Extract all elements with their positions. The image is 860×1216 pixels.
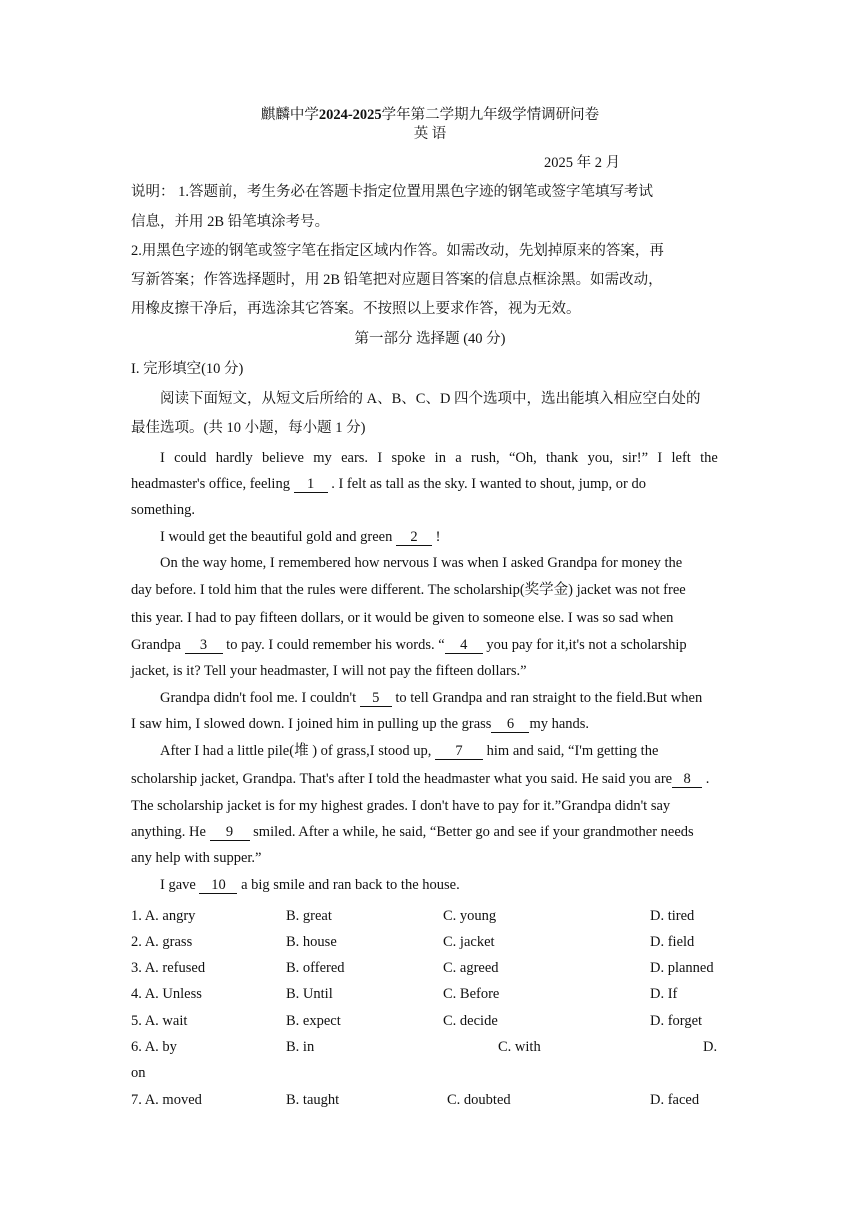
passage-p1-line1 [160,449,718,467]
q6-option-d[interactable]: D. [703,1039,718,1055]
passage-word: thank [546,450,579,466]
blank-4: 4 [445,637,483,654]
passage-word: I [160,450,165,466]
passage-p1-line3: something. [131,502,196,518]
q6-option-c[interactable]: C. with [498,1039,541,1055]
school-years: 2024-2025 [318,107,382,123]
q7-option-a[interactable]: 7. A. moved [131,1092,202,1108]
blank-8: 8 [672,771,702,788]
passage-word: I [657,450,663,466]
q1-option-a[interactable]: 1. A. angry [131,908,196,924]
q2-option-a[interactable]: 2. A. grass [131,934,193,950]
passage-p3-line5: jacket, is it? Tell your headmaster, I will not pay the fifteen dollars.” [131,663,527,679]
instructions-line4: 写新答案；作答选择题时，用 2B 铅笔把对应题目答案的信息点框涂黑。如需改动， [131,272,663,288]
q3-option-b[interactable]: B. offered [286,960,345,976]
passage-p5-line2: scholarship jacket, Grandpa. That's after I told the headmaster what you said. He said you are 8 . [131,771,710,787]
passage-p3-line3: this year. I had to pay fifteen dollars, or it would be given to someone else. I was so sad when [131,610,674,626]
instructions-line5: 用橡皮擦干净后，再选涂其它答案。不按照以上要求作答，视为无效。 [131,301,581,317]
q7-option-d[interactable]: D. faced [650,1092,700,1108]
q5-option-d[interactable]: D. forget [650,1013,703,1029]
instructions-line2: 信息，并用 2B 铅笔填涂考号。 [131,214,330,230]
q4-option-b[interactable]: B. Until [286,986,333,1002]
title-rest: 学年第二学期九年级学情调研问卷 [381,107,600,123]
q2-option-c[interactable]: C. jacket [443,934,495,950]
passage-word: in [434,450,446,466]
blank-5: 5 [360,690,392,707]
q2-option-d[interactable]: D. field [650,934,695,950]
blank-1: 1 [294,476,328,493]
q5-option-b[interactable]: B. expect [286,1013,341,1029]
q4-option-d[interactable]: D. If [650,986,678,1002]
instructions-line1: 说明： 1.答题前，考生务必在答题卡指定位置用黑色字迹的钢笔或签字笔填写考试 [131,184,653,200]
blank-7: 7 [435,743,483,760]
q1-option-d[interactable]: D. tired [650,908,695,924]
passage-word: rush, [471,450,500,466]
passage-p3-line4: Grandpa 3 to pay. I could remember his words. “ 4 you pay for it,it's not a scholarship [131,637,687,653]
section1-directions-1: 阅读下面短文，从短文后所给的 A、B、C、D 四个选项中，选出能填入相应空白处的 [160,391,701,407]
q7-option-c[interactable]: C. doubted [447,1092,511,1108]
passage-p4-line1: Grandpa didn't fool me. I couldn't 5 to tell Grandpa and ran straight to the field.But when [160,690,703,706]
part1-title: 第一部分 选择题 (40 分) [354,331,506,347]
passage-word: could [174,450,207,466]
q5-option-c[interactable]: C. decide [443,1013,498,1029]
passage-word: sir!” [622,450,649,466]
passage-p5-line1: After I had a little pile(堆 ) of grass,I stood up, 7 him and said, “I'm getting the [160,743,659,759]
blank-6: 6 [491,716,529,733]
q7-option-b[interactable]: B. taught [286,1092,340,1108]
passage-p5-line3: The scholarship jacket is for my highest grades. I don't have to pay for it.”Grandpa didn't say [131,798,671,814]
passage-p3-line1: On the way home, I remembered how nervous I was when I asked Grandpa for money the [160,555,683,571]
subject-title: 英 语 [413,126,447,142]
passage-p2: I would get the beautiful gold and green 2 ! [160,529,441,545]
section1-title: I. 完形填空(10 分) [131,361,244,377]
q6-option-a[interactable]: 6. A. by [131,1039,177,1055]
blank-9: 9 [210,824,250,841]
passage-word: I [377,450,383,466]
passage-word: you, [587,450,613,466]
passage-word: ears. [341,450,369,466]
passage-word: my [313,450,332,466]
q3-option-c[interactable]: C. agreed [443,960,499,976]
passage-word: spoke [391,450,426,466]
school-name: 麒麟中学 [260,107,319,123]
q3-option-a[interactable]: 3. A. refused [131,960,206,976]
section1-directions-2: 最佳选项。(共 10 小题，每小题 1 分) [131,420,366,436]
passage-word: the [700,450,718,466]
q5-option-a[interactable]: 5. A. wait [131,1013,188,1029]
exam-date: 2025 年 2 月 [544,155,621,171]
passage-word: believe [262,450,304,466]
q4-option-c[interactable]: C. Before [443,986,500,1002]
q2-option-b[interactable]: B. house [286,934,337,950]
passage-p5-line4: anything. He 9 smiled. After a while, he said, “Better go and see if your grandmother needs [131,824,694,840]
passage-word: hardly [215,450,253,466]
exam-title [0,106,860,124]
passage-word: left [671,450,691,466]
passage-p3-line2: day before. I told him that the rules were different. The scholarship(奖学金) jacket was not free [131,582,686,598]
q3-option-d[interactable]: D. planned [650,960,714,976]
passage-p1-line2: headmaster's office, feeling 1 . I felt as tall as the sky. I wanted to shout, jump, or do [131,476,646,492]
blank-2: 2 [396,529,432,546]
q4-option-a[interactable]: 4. A. Unless [131,986,202,1002]
q1-option-b[interactable]: B. great [286,908,332,924]
passage-word: a [455,450,462,466]
blank-3: 3 [185,637,223,654]
passage-p4-line2: I saw him, I slowed down. I joined him in pulling up the grass 6 my hands. [131,716,590,732]
passage-p6: I gave 10 a big smile and ran back to the house. [160,877,460,893]
instructions-line3: 2.用黑色字迹的钢笔或签字笔在指定区域内作答。如需改动，先划掉原来的答案，再 [131,243,664,259]
q6-option-b[interactable]: B. in [286,1039,315,1055]
q6-option-d-continued: on [131,1065,146,1081]
passage-word: “Oh, [508,450,537,466]
passage-p5-line5: any help with supper.” [131,850,262,866]
blank-10: 10 [199,877,237,894]
q1-option-c[interactable]: C. young [443,908,497,924]
